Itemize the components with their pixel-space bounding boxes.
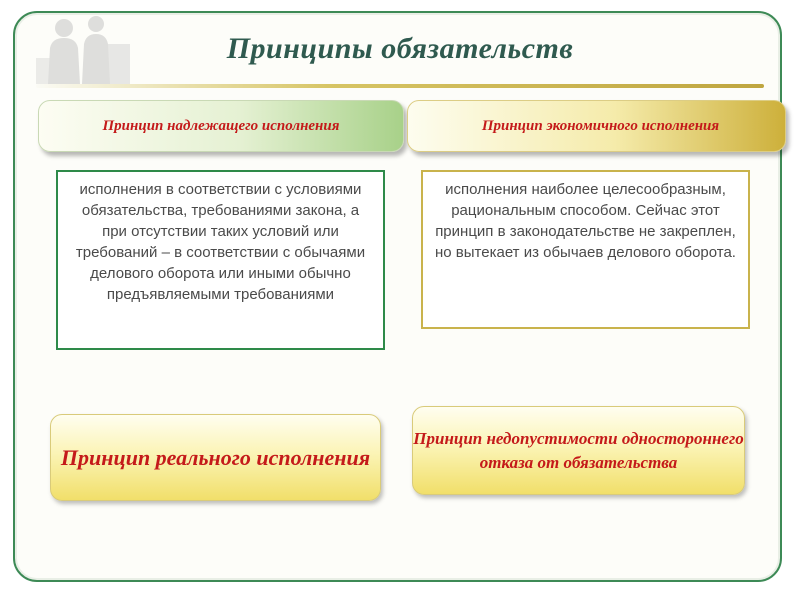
- principle-proper-performance-label: Принцип надлежащего исполнения: [38, 100, 404, 152]
- proper-performance-description: исполнения в соответствии с условиями обязательства, требованиями закона, а при отсутствии таких условий или требований – в соответствии с обычаями делового оборота или иными обычно предъявляемыми требованиями: [75, 181, 366, 303]
- principle-real-performance: [50, 414, 381, 501]
- principle-real-performance-label: Принцип реального исполнения: [60, 445, 371, 470]
- slide-title: Принципы обязательств: [226, 32, 574, 65]
- principle-no-unilateral-refusal-label: Принцип недопустимости одностороннего отказа от обязательства: [413, 428, 744, 472]
- proper-performance-description-box: [56, 170, 385, 350]
- principle-economic-performance-label: Принцип экономичного исполнения: [407, 100, 786, 152]
- title-divider: [36, 84, 764, 88]
- business-people-silhouette-icon: [34, 14, 134, 84]
- principle-no-unilateral-refusal: [412, 406, 745, 495]
- economic-performance-description-box: [421, 170, 750, 329]
- economic-performance-description: исполнения наиболее целесообразным, рациональным способом. Сейчас этот принцип в законодательстве не закреплен, но вытекает из обычаев делового оборота.: [435, 181, 736, 261]
